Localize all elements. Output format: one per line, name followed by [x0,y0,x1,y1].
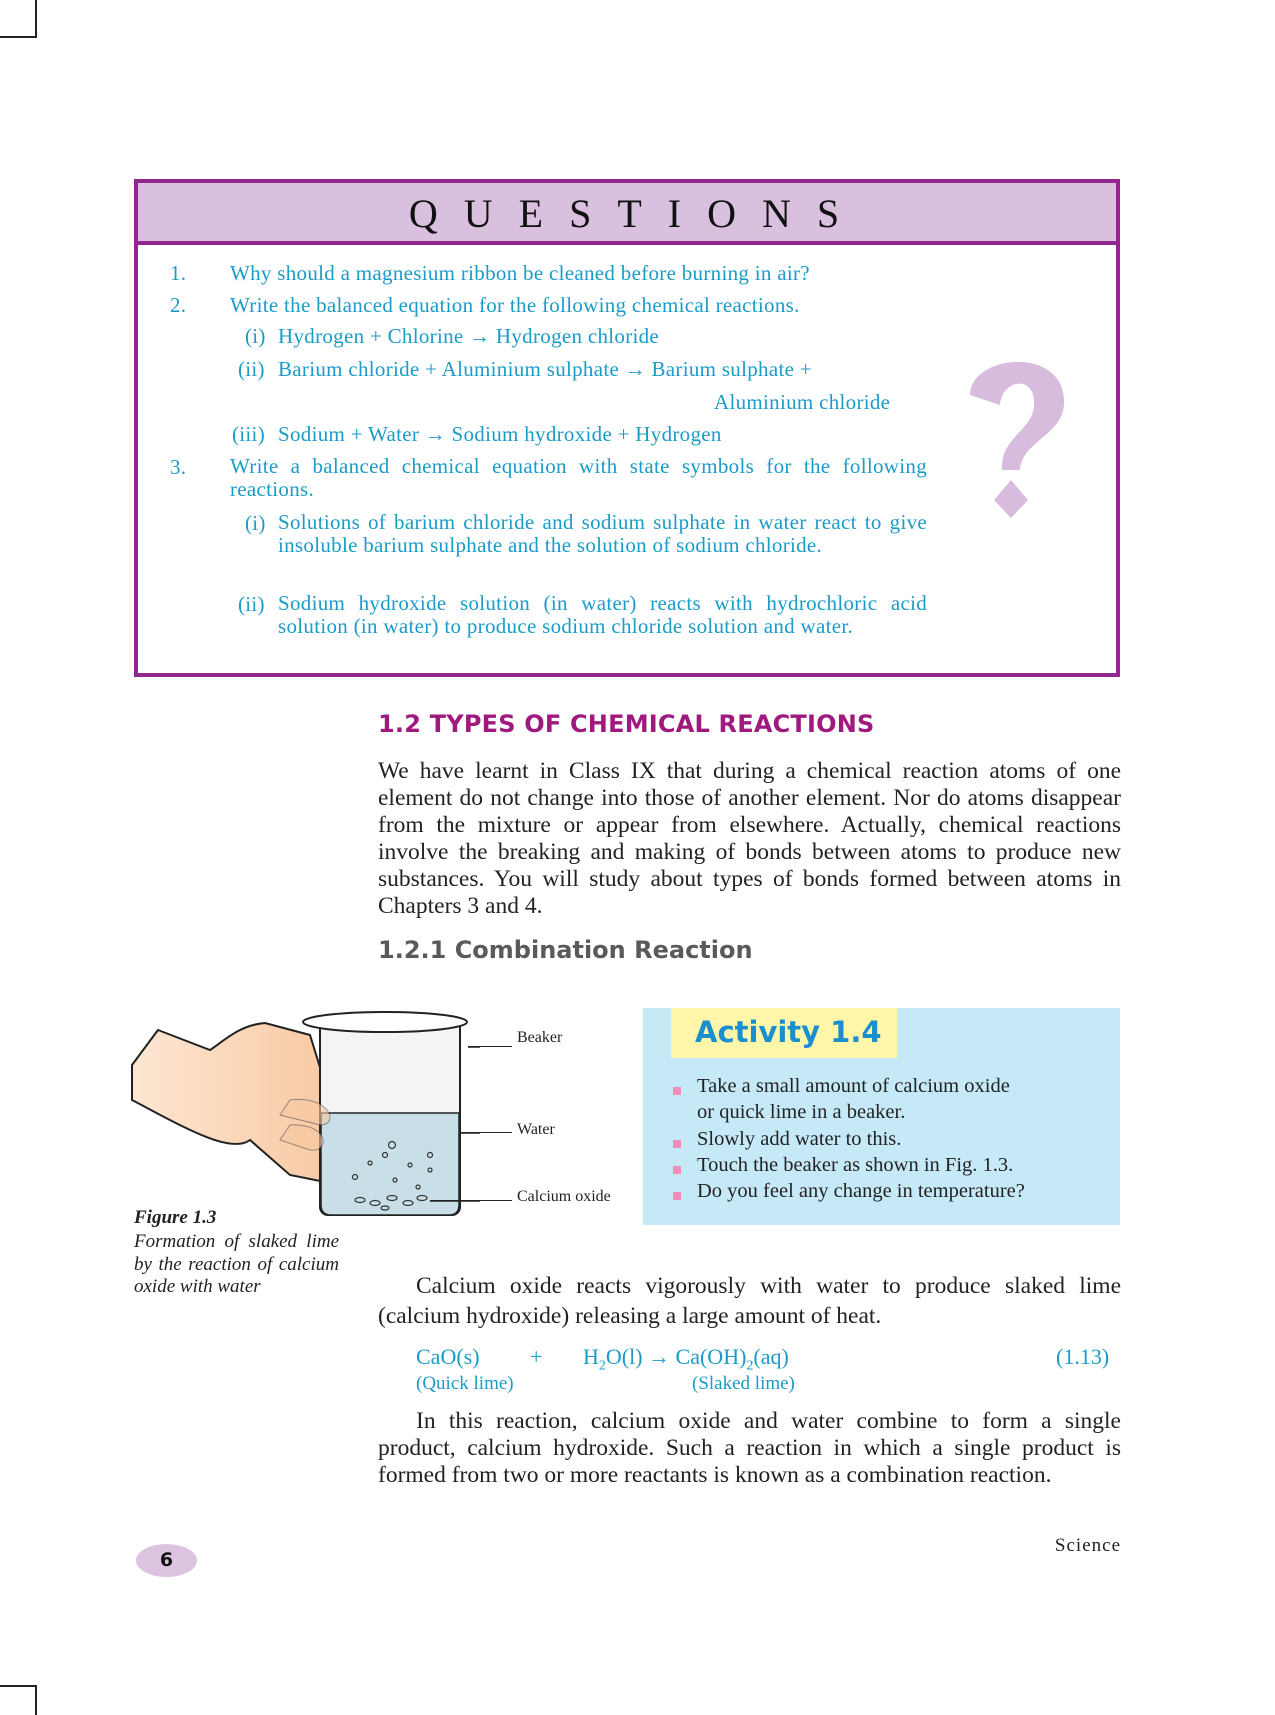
subquestion-continuation: Aluminium chloride [714,390,891,414]
subquestion-number: (iii) [232,422,265,446]
activity-step: or quick lime in a beaker. [697,1101,906,1123]
activity-title: Activity 1.4 [671,1008,897,1058]
subquestion-text: Barium chloride + Aluminium sulphate → Barium sulphate + [278,357,812,381]
question-text: Write a balanced chemical equation with state symbols for the following reactions. [230,454,927,501]
activity-step: Do you feel any change in temperature? [697,1180,1025,1202]
section-paragraph: We have learnt in Class IX that during a chemical reaction atoms of one element do not change into those of another element. Nor do atoms disappear from the mixture or appear from elsewhere. Actually, chemical reactions involve the breaking and making of bonds between atoms to produce new substances. You will study about types of bonds formed between atoms in Chapters 3 and 4. [378,758,1121,919]
label-beaker: Beaker [517,1029,563,1046]
body-paragraph: In this reaction, calcium oxide and water combine to form a single product, calcium hydroxide. Such a reaction in which a single product is formed from two or more reactants is known as a combination reaction. [378,1408,1121,1488]
subquestion-text: Sodium + Water → Sodium hydroxide + Hydrogen [278,422,722,446]
equation-label-quick-lime: (Quick lime) [416,1373,514,1394]
label-water: Water [517,1121,555,1138]
leader-line [468,1046,512,1047]
subquestion-number: (i) [245,511,266,535]
equation-reactant-2 [583,1344,789,1374]
subquestion-number: (ii) [238,357,265,381]
label-calcium-oxide: Calcium oxide [517,1188,611,1205]
subquestion-text: Sodium hydroxide solution (in water) reacts with hydrochloric acid solution (in water) to produce sodium chloride solution and water. [278,591,927,638]
subquestion-text: Hydrogen + Chlorine → Hydrogen chloride [278,324,660,348]
crop-mark [0,0,37,38]
question-number: 2. [170,293,187,317]
subquestion-number: (ii) [238,592,265,616]
figure-caption: Formation of slaked lime by the reaction of calcium oxide with water [134,1231,339,1297]
questions-title: QUESTIONS [138,183,1116,245]
equation-reactant-1: CaO(s) [416,1344,480,1369]
eq-sub: 2 [598,1358,606,1374]
page-number: 6 [136,1544,197,1577]
subquestion-number: (i) [245,324,266,348]
eq-part: O(l) [605,1344,643,1369]
bullet-icon [673,1166,681,1174]
eq-sub: 2 [746,1358,754,1374]
book-title: Science [1054,1535,1121,1556]
question-text: Why should a magnesium ribbon be cleaned before burning in air? [230,261,810,285]
equation-label-slaked-lime: (Slaked lime) [692,1373,795,1394]
eq-part: Ca(OH) [675,1344,747,1369]
eq-part: (aq) [753,1344,789,1369]
leader-line [430,1200,512,1201]
question-mark-icon [962,350,1072,520]
activity-step: Take a small amount of calcium oxide [697,1075,1010,1097]
bullet-icon [673,1140,681,1148]
subquestion-text: Solutions of barium chloride and sodium sulphate in water react to give insoluble barium sulphate and the solution of sodium chloride. [278,510,927,557]
activity-step: Slowly add water to this. [697,1128,902,1150]
bullet-icon [673,1192,681,1200]
equation-number: (1.13) [1056,1344,1110,1369]
bullet-icon [673,1087,681,1095]
body-paragraph: Calcium oxide reacts vigorously with water to produce slaked lime (calcium hydroxide) releasing a large amount of heat. [378,1273,1121,1329]
equation-plus: + [530,1344,543,1369]
question-text: Write the balanced equation for the following chemical reactions. [230,293,800,317]
eq-part: H [583,1344,599,1369]
leader-line [460,1132,512,1133]
section-heading: 1.2 TYPES OF CHEMICAL REACTIONS [378,710,875,738]
crop-mark [0,1685,37,1715]
question-number: 3. [170,455,187,479]
activity-step: Touch the beaker as shown in Fig. 1.3. [697,1154,1014,1176]
arrow-icon: → [648,1344,671,1369]
figure-caption-title: Figure 1.3 [134,1207,217,1228]
beaker-hand-illustration [130,1005,480,1225]
activity-box [643,1008,1120,1225]
question-number: 1. [170,261,187,285]
subsection-heading: 1.2.1 Combination Reaction [378,936,753,964]
